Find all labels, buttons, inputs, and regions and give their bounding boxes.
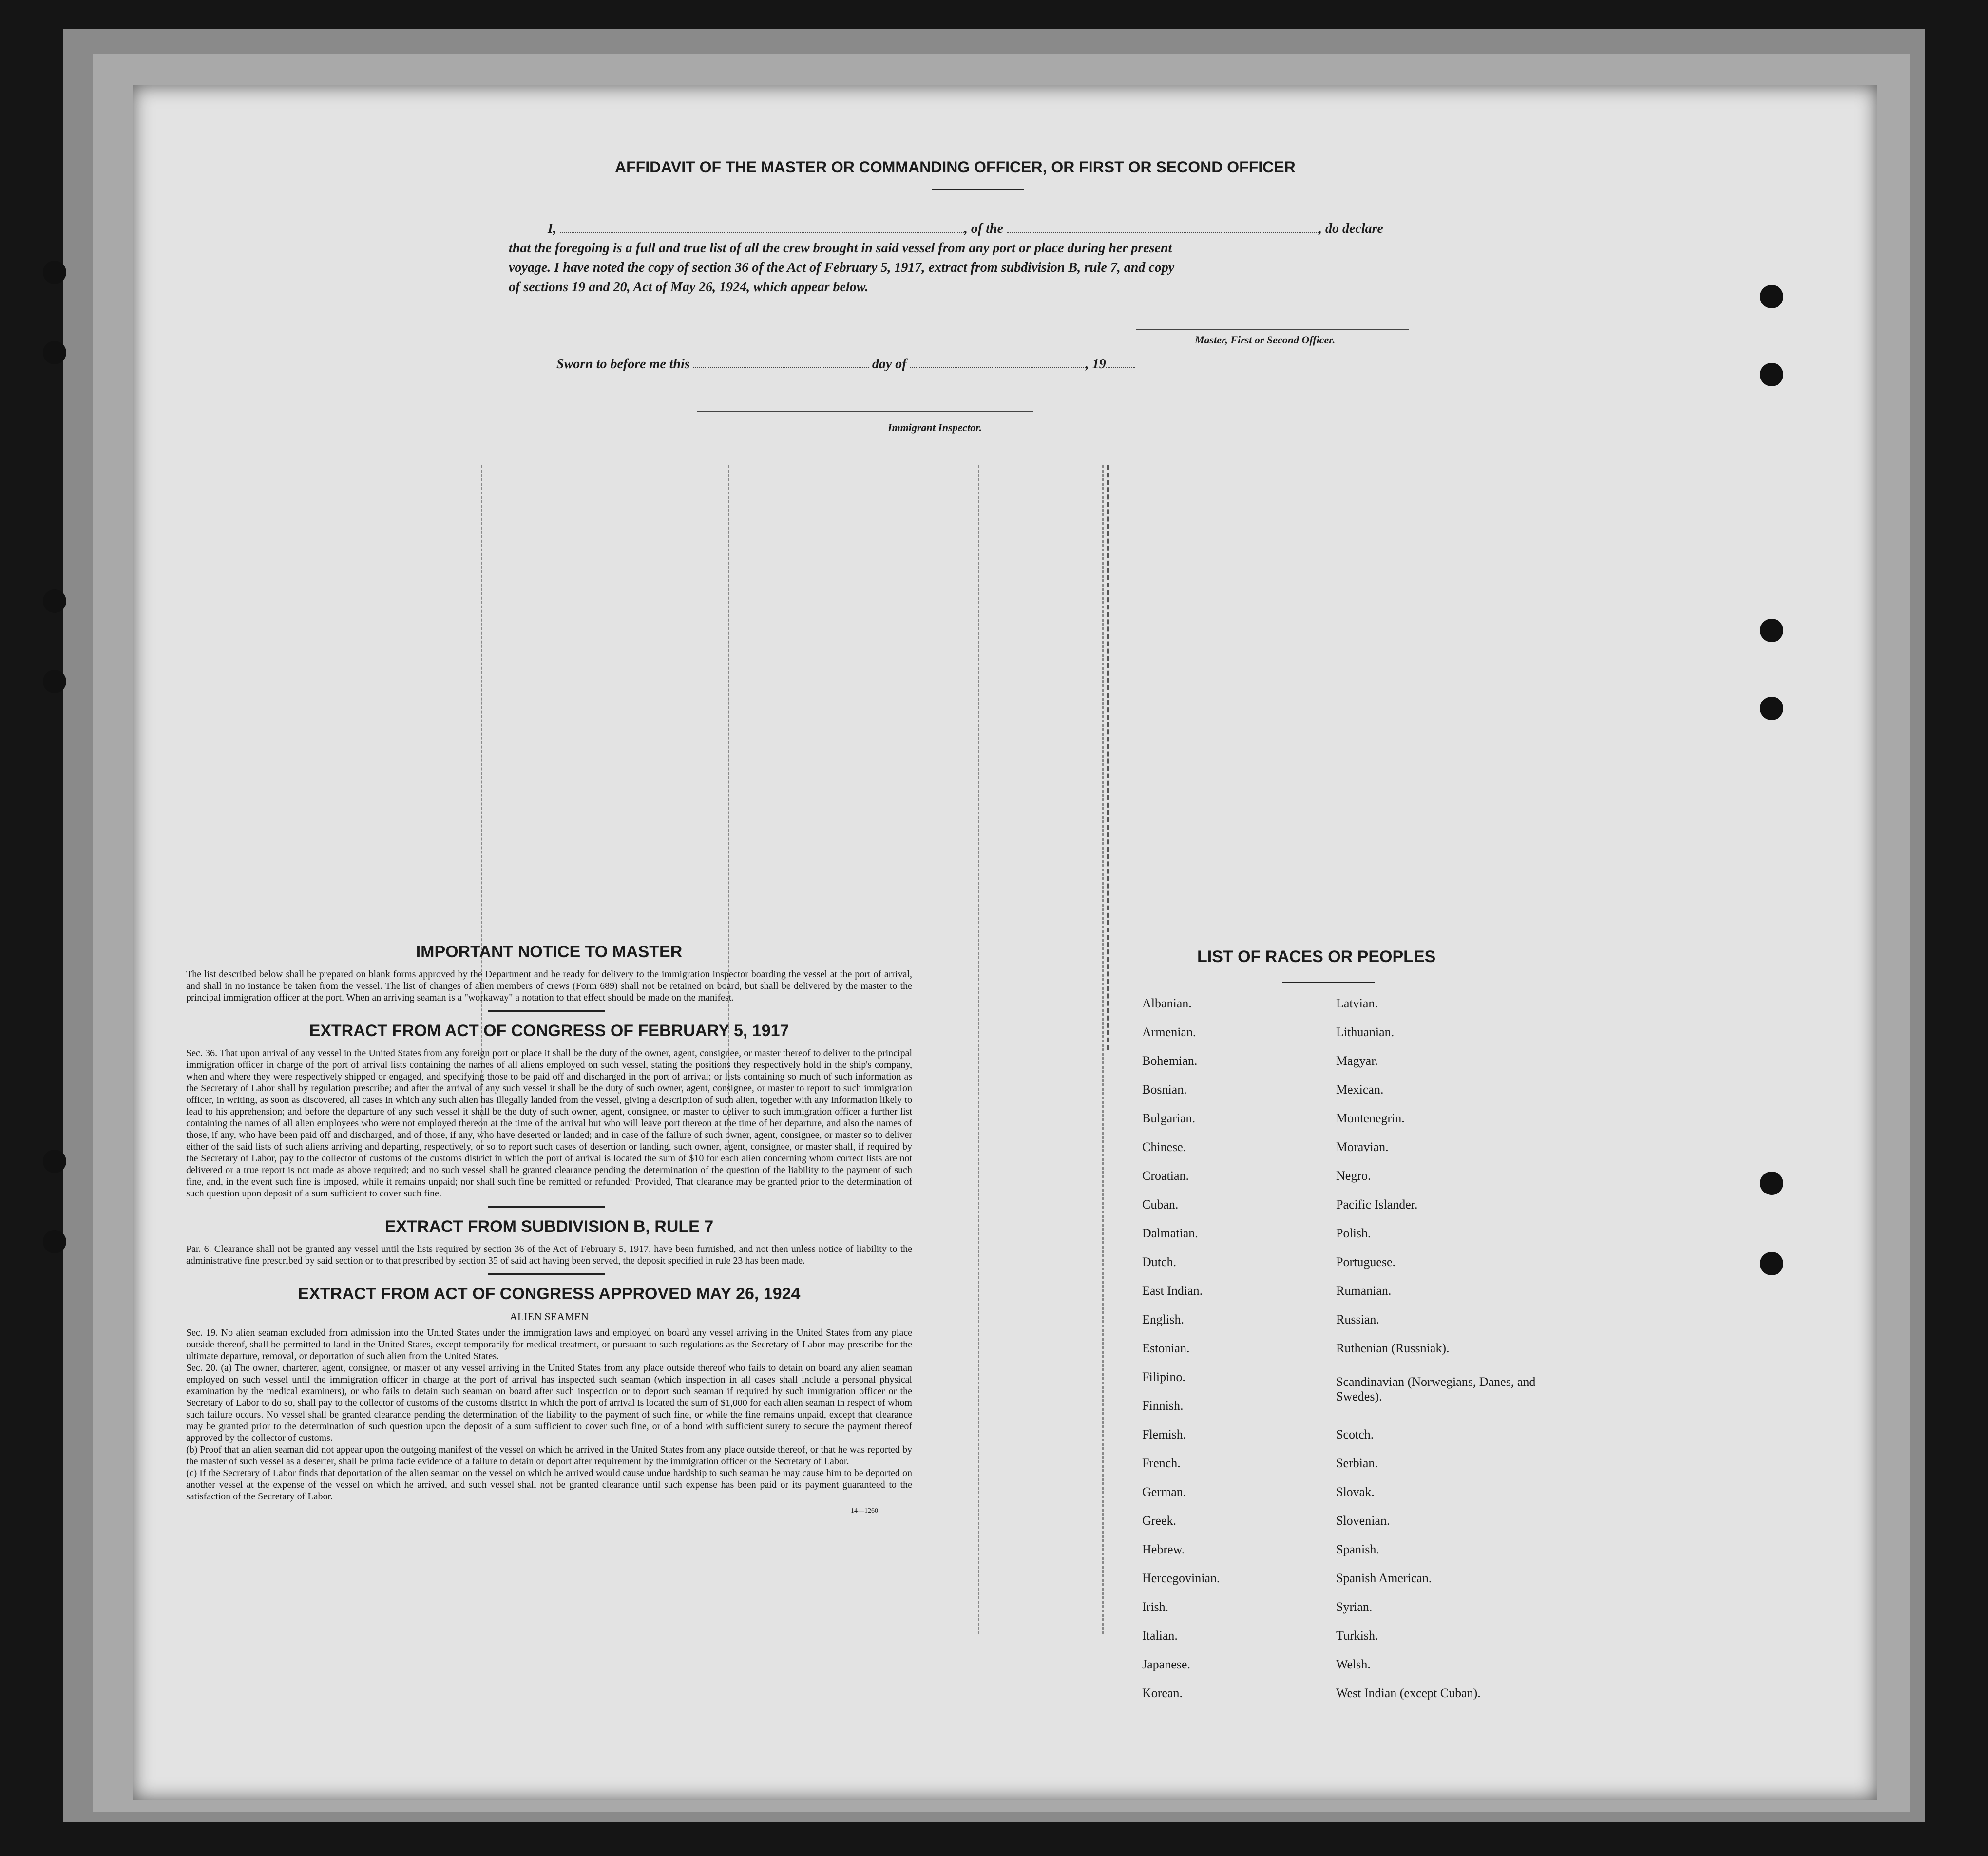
affidavit-i: I, — [548, 221, 556, 236]
notice-column — [186, 943, 912, 1515]
affidavit-line-3: voyage. I have noted the copy of section 36 of the Act of February 5, 1917, extract from subdivision B, rule 7, and copy — [509, 260, 1175, 275]
race-item: Turkish. — [1336, 1629, 1378, 1643]
race-item: Polish. — [1336, 1226, 1371, 1240]
affidavit-line-4: of sections 19 and 20, Act of May 26, 1924, which appear below. — [509, 280, 869, 295]
race-item: Negro. — [1336, 1169, 1371, 1183]
race-item: French. — [1142, 1456, 1181, 1470]
race-item: Serbian. — [1336, 1456, 1378, 1470]
race-item: Magyar. — [1336, 1054, 1378, 1068]
race-item: East Indian. — [1142, 1284, 1203, 1298]
race-item: Slovak. — [1336, 1485, 1375, 1499]
binder-hole — [43, 670, 66, 693]
extract3-title: EXTRACT FROM ACT OF CONGRESS APPROVED MAY 26, 1924 — [298, 1285, 801, 1303]
race-item: Spanish American. — [1336, 1571, 1432, 1585]
sworn-month-field[interactable] — [910, 367, 1086, 368]
races-title-underline — [1282, 982, 1375, 983]
race-item: Portuguese. — [1336, 1255, 1396, 1269]
extract1-title: EXTRACT FROM ACT OF CONGRESS OF FEBRUARY 5, 1917 — [309, 1022, 789, 1040]
race-item: Spanish. — [1336, 1542, 1379, 1556]
inspector-label: Immigrant Inspector. — [888, 421, 982, 434]
binder-hole — [1760, 363, 1783, 386]
sworn-day-of: day of — [872, 357, 907, 372]
race-item: German. — [1142, 1485, 1186, 1499]
faint-column-rule — [1107, 465, 1109, 1050]
form-page — [133, 85, 1877, 1800]
race-item: West Indian (except Cuban). — [1336, 1686, 1481, 1700]
races-column-1 — [1142, 996, 1220, 1715]
binder-hole — [43, 261, 66, 284]
binder-hole — [43, 341, 66, 364]
races-title: LIST OF RACES OR PEOPLES — [1197, 947, 1436, 966]
affidavit-do-declare: , do declare — [1319, 221, 1383, 236]
master-signature-label: Master, First or Second Officer. — [1195, 334, 1336, 346]
affidavit-of-the: , of the — [964, 221, 1004, 236]
sworn-before: Sworn to before me this — [556, 357, 690, 372]
race-item: Japanese. — [1142, 1657, 1190, 1671]
race-item: Pacific Islander. — [1336, 1197, 1418, 1212]
binder-hole — [1760, 285, 1783, 308]
race-item: Flemish. — [1142, 1427, 1186, 1441]
extract3-sec20b: (b) Proof that an alien seaman did not appear upon the outgoing manifest of the vessel on which he arrived in the United States from any place outside thereof, or that he was reported by the master of such vessel as a deserter, shall be prima facie evidence of a failure to detain or deport after requirement by the immigration officer or the Secretary of Labor. — [186, 1444, 912, 1467]
race-item: Estonian. — [1142, 1341, 1190, 1355]
extract1-body: Sec. 36. That upon arrival of any vessel in the United States from any foreign port or place it shall be the duty of the owner, agent, consignee, or master thereof to deliver to the principal immigration officer in charge of the port of arrival lists containing the names of all aliens employed on such vessel, stating the positions they respectively hold in the ship's company, when and where they were respectively shipped or engaged, and specifying those to be paid off and discharged in the port of arrival; or lists containing so much of such information as the Secretary of Labor shall by regulation prescribe; and after the arrival of any such vessel it shall be the duty of such owner, agent, consignee, or master to report to such immigration officer, in writing, as soon as discovered, all cases in which any such alien has illegally landed from the vessel, giving a description of such alien, together with any information likely to lead to his apprehension; and before the departure of any such vessel it shall be the duty of such owner, agent, consignee, or master to deliver to such immigration officer a further list containing the names of all alien employees who were not employed thereon at the time of the arrival but who will leave port thereon at the time of her departure, and also the names of those, if any, who have been paid off and discharged, and of those, if any, who have deserted or landed; and in case of the failure of such owner, agent, consignee, or master so to deliver either of the said lists of such aliens arriving and departing, respectively, or so to report such cases of desertion or landing, such owner, agent, consignee, or master shall, if required by the Secretary of Labor, pay to the collector of customs of the customs district in which the port of arrival is located the sum of $10 for each alien concerning whom correct lists are not delivered or a true report is not made as above required; and no such vessel shall be granted clearance pending the determination of the question of the liability to the payment of such fine, and, in the event such fine is imposed, while it remains unpaid; nor shall such fine be remitted or refunded: Provided, That clearance may be granted prior to the determination of such question upon deposit of a sum sufficient to cover such fine. — [186, 1048, 912, 1199]
races-column-2 — [1336, 996, 1541, 1715]
race-item: Chinese. — [1142, 1140, 1186, 1154]
race-item: Welsh. — [1336, 1657, 1371, 1671]
race-item: Rumanian. — [1336, 1284, 1392, 1298]
race-item: Finnish. — [1142, 1399, 1184, 1413]
race-item: Italian. — [1142, 1629, 1178, 1643]
binder-hole — [1760, 697, 1783, 720]
binder-hole — [43, 1150, 66, 1173]
affidavit-title: AFFIDAVIT OF THE MASTER OR COMMANDING OFFICER, OR FIRST OR SECOND OFFICER — [615, 158, 1296, 176]
notice-body: The list described below shall be prepared on blank forms approved by the Department and be ready for delivery to the immigration inspector boarding the vessel at the port of arrival, and shall in no instance be taken from the vessel. The list of changes of alien members of crews (Form 689) shall not be retained on board, but shall be delivered by the master to the principal immigration officer at the port. When an arriving seaman is a "workaway" a notation to that effect should be made on the manifest. — [186, 969, 912, 1003]
sworn-line — [556, 357, 1135, 372]
race-item: Russian. — [1336, 1312, 1379, 1326]
section-divider — [488, 1273, 605, 1275]
inspector-signature-line[interactable] — [697, 411, 1033, 412]
affidavit-line-2: that the foregoing is a full and true list of all the crew brought in said vessel from any port or place during her present — [509, 241, 1172, 256]
race-item: Syrian. — [1336, 1600, 1373, 1614]
binder-hole — [1760, 1252, 1783, 1275]
race-item: Greek. — [1142, 1514, 1177, 1528]
race-item: Dalmatian. — [1142, 1226, 1198, 1240]
race-item: Dutch. — [1142, 1255, 1177, 1269]
extract2-body: Par. 6. Clearance shall not be granted any vessel until the lists required by section 36 of the Act of February 5, 1917, have been furnished, and not then unless notice of liability to the administrative fine prescribed by said section or to that prescribed by section 35 of said act having been served, the deposit specified in rule 23 has been made. — [186, 1244, 912, 1266]
race-item: Hercegovinian. — [1142, 1571, 1220, 1585]
title-underline — [932, 189, 1024, 190]
notice-title: IMPORTANT NOTICE TO MASTER — [416, 943, 683, 961]
race-item: Lithuanian. — [1336, 1025, 1395, 1039]
race-item: Cuban. — [1142, 1197, 1179, 1212]
form-number: 14—1260 — [851, 1507, 878, 1515]
race-item: Albanian. — [1142, 996, 1192, 1010]
race-item: Armenian. — [1142, 1025, 1196, 1039]
race-item: Montenegrin. — [1336, 1111, 1405, 1125]
race-item: Mexican. — [1336, 1082, 1384, 1097]
race-item: Irish. — [1142, 1600, 1169, 1614]
extract3-subtitle: ALIEN SEAMEN — [510, 1310, 589, 1323]
race-item: Moravian. — [1336, 1140, 1389, 1154]
race-item: Bohemian. — [1142, 1054, 1198, 1068]
race-item: Bosnian. — [1142, 1082, 1187, 1097]
extract2-title: EXTRACT FROM SUBDIVISION B, RULE 7 — [384, 1217, 714, 1236]
extract3-sec20c: (c) If the Secretary of Labor finds that deportation of the alien seaman on the vessel on which he arrived would cause undue hardship to such seaman he may cause him to be deported on another vessel at the expense of the vessel on which he arrived, and such vessel shall not be granted clearance until such expense has been paid or its payment guaranteed to the satisfaction of the Secretary of Labor. — [186, 1468, 912, 1502]
binder-hole — [43, 1230, 66, 1253]
race-item: Filipino. — [1142, 1370, 1185, 1384]
race-item: Scotch. — [1336, 1427, 1374, 1441]
extract3-sec20a: Sec. 20. (a) The owner, charterer, agent, consignee, or master of any vessel arriving in the United States from any place outside thereof who fails to detain on board any alien seaman employed on such vessel until the immigration officer in charge at the port of arrival has inspected such seaman (which inspection in all cases shall include a personal physical examination by the medical examiners), or who fails to detain such seaman on board after such inspection or to deport such seaman if required by such immigration officer or the Secretary of Labor to do so, shall pay to the collector of customs of the customs district in which the port of arrival is located the sum of $1,000 for each alien seaman in respect of whom such failure occurs. No vessel shall be granted clearance pending the determination of the liability to the payment of such fine, or while the fine remains unpaid, except that clearance may be granted prior to the determination of such question upon the deposit of a sum sufficient to cover such fine, or of a bond with sufficient surety to secure the payment thereof approved by the collector of customs. — [186, 1363, 912, 1443]
section-divider — [488, 1010, 605, 1012]
binder-hole — [1760, 1172, 1783, 1195]
race-item: Korean. — [1142, 1686, 1183, 1700]
race-item: Ruthenian (Russniak). — [1336, 1341, 1450, 1355]
race-item: Croatian. — [1142, 1169, 1189, 1183]
vessel-field[interactable] — [1007, 232, 1319, 233]
sworn-year: , 19 — [1085, 357, 1106, 372]
faint-column-rule — [978, 465, 979, 1634]
faint-column-rule — [1102, 465, 1104, 1634]
race-item: Hebrew. — [1142, 1542, 1185, 1556]
sworn-year-field[interactable] — [1106, 367, 1135, 368]
race-item: English. — [1142, 1312, 1184, 1326]
race-item: Slovenian. — [1336, 1514, 1390, 1528]
race-item: Scandinavian (Norwegians, Danes, and Swedes). — [1336, 1375, 1536, 1403]
extract3-sec19: Sec. 19. No alien seaman excluded from admission into the United States under the immigration laws and employed on board any vessel arriving in the United States from any place outside thereof, shall be permitted to land in the United States, except temporarily for medical treatment, or pursuant to such regulations as the Secretary of Labor may prescribe for the ultimate departure, removal, or deportation of such alien from the United States. — [186, 1327, 912, 1362]
race-item: Latvian. — [1336, 996, 1378, 1010]
affidavit-text — [509, 219, 1581, 297]
master-signature-line[interactable] — [1136, 329, 1409, 330]
binder-hole — [43, 589, 66, 613]
name-field[interactable] — [560, 232, 964, 233]
race-item: Bulgarian. — [1142, 1111, 1196, 1125]
section-divider — [488, 1206, 605, 1208]
binder-hole — [1760, 619, 1783, 642]
sworn-day-field[interactable] — [693, 367, 869, 368]
